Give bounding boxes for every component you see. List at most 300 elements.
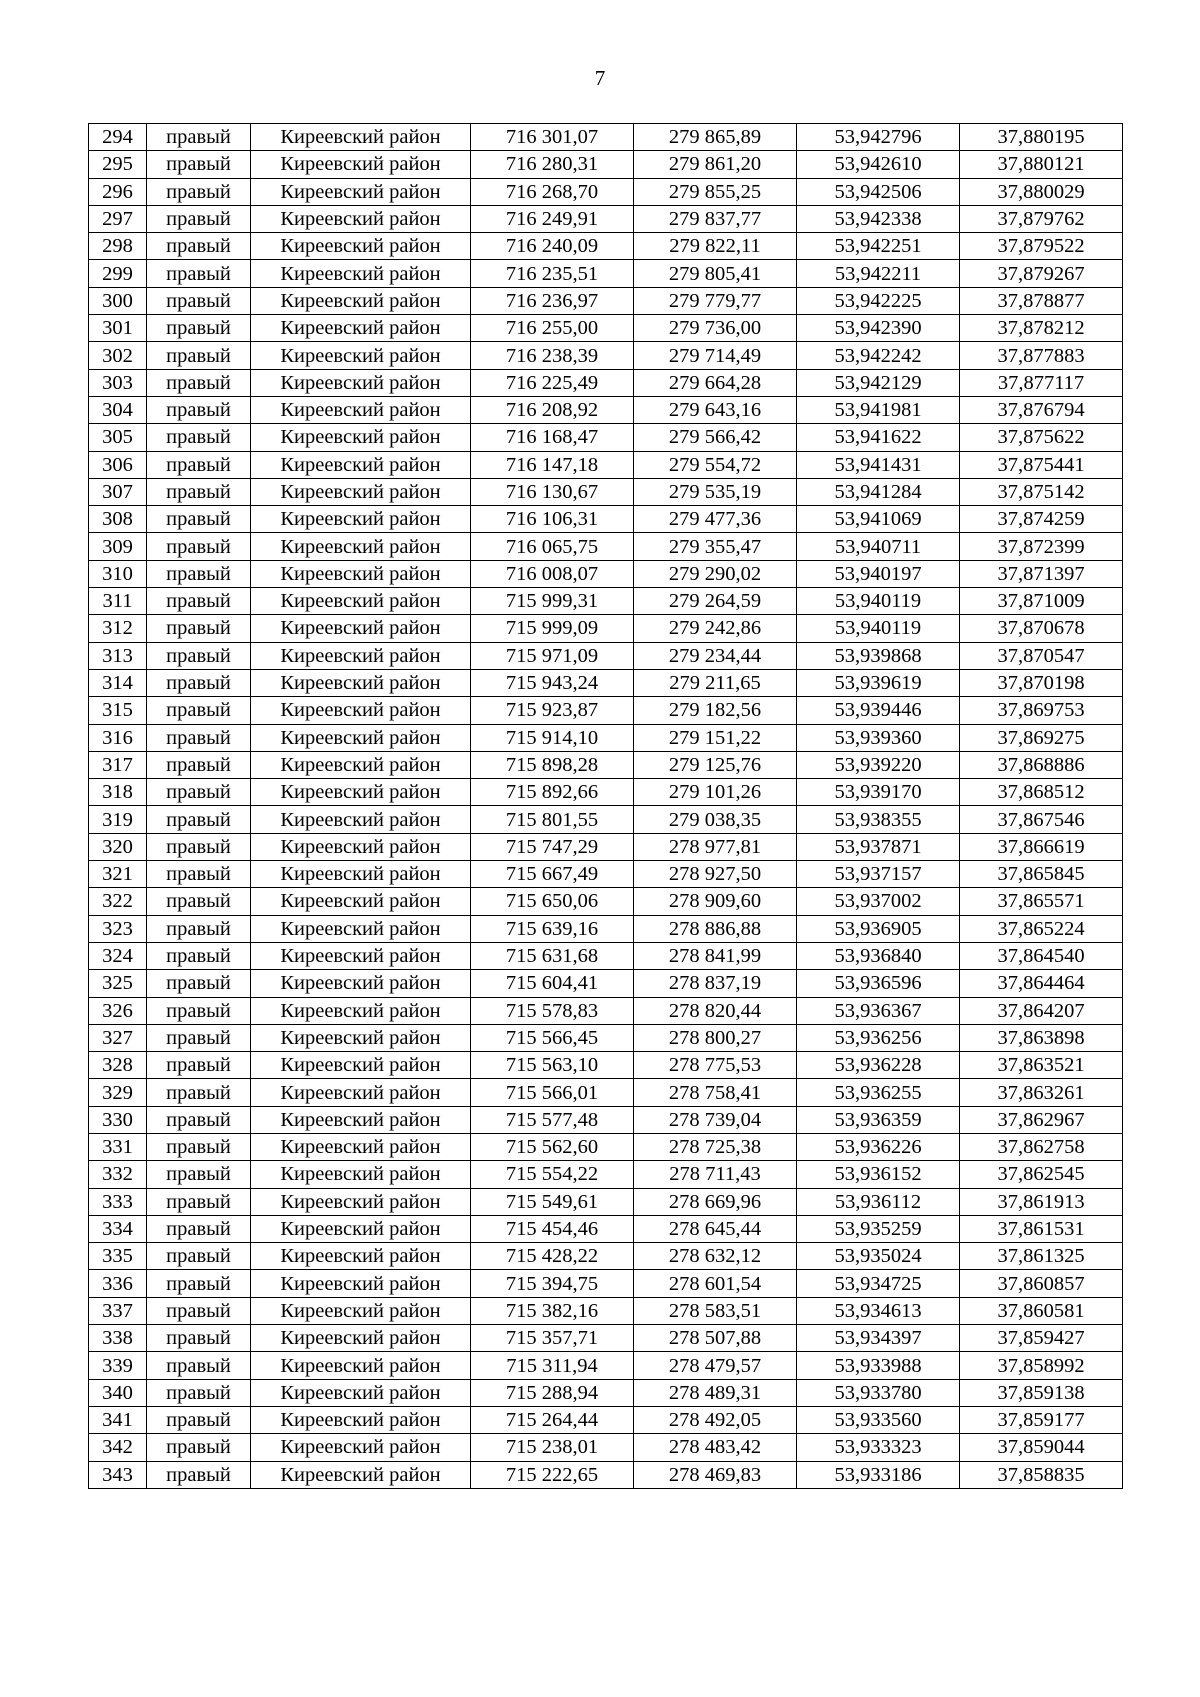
district-cell: Киреевский район xyxy=(251,1352,471,1379)
point-number-cell: 334 xyxy=(89,1215,147,1242)
table-row xyxy=(89,1297,1123,1324)
table-row xyxy=(89,861,1123,888)
district-cell: Киреевский район xyxy=(251,615,471,642)
table-row xyxy=(89,1161,1123,1188)
y-coordinate-cell: 278 909,60 xyxy=(634,888,797,915)
district-cell: Киреевский район xyxy=(251,506,471,533)
x-coordinate-cell: 715 667,49 xyxy=(471,861,634,888)
bank-side-cell: правый xyxy=(147,697,251,724)
latitude-cell: 53,942796 xyxy=(797,124,960,151)
longitude-cell: 37,876794 xyxy=(960,396,1123,423)
y-coordinate-cell: 278 758,41 xyxy=(634,1079,797,1106)
point-number-cell: 343 xyxy=(89,1461,147,1488)
longitude-cell: 37,863898 xyxy=(960,1024,1123,1051)
district-cell: Киреевский район xyxy=(251,560,471,587)
latitude-cell: 53,935259 xyxy=(797,1215,960,1242)
latitude-cell: 53,942610 xyxy=(797,151,960,178)
district-cell: Киреевский район xyxy=(251,178,471,205)
table-row xyxy=(89,233,1123,260)
y-coordinate-cell: 278 820,44 xyxy=(634,997,797,1024)
y-coordinate-cell: 279 714,49 xyxy=(634,342,797,369)
table-row xyxy=(89,287,1123,314)
table-row xyxy=(89,315,1123,342)
district-cell: Киреевский район xyxy=(251,997,471,1024)
table-row xyxy=(89,669,1123,696)
table-row xyxy=(89,205,1123,232)
bank-side-cell: правый xyxy=(147,751,251,778)
latitude-cell: 53,939446 xyxy=(797,697,960,724)
latitude-cell: 53,936359 xyxy=(797,1106,960,1133)
latitude-cell: 53,940119 xyxy=(797,615,960,642)
longitude-cell: 37,865845 xyxy=(960,861,1123,888)
x-coordinate-cell: 716 238,39 xyxy=(471,342,634,369)
table-row xyxy=(89,833,1123,860)
point-number-cell: 319 xyxy=(89,806,147,833)
district-cell: Киреевский район xyxy=(251,315,471,342)
x-coordinate-cell: 715 454,46 xyxy=(471,1215,634,1242)
bank-side-cell: правый xyxy=(147,1434,251,1461)
point-number-cell: 332 xyxy=(89,1161,147,1188)
y-coordinate-cell: 278 469,83 xyxy=(634,1461,797,1488)
longitude-cell: 37,878877 xyxy=(960,287,1123,314)
bank-side-cell: правый xyxy=(147,806,251,833)
district-cell: Киреевский район xyxy=(251,1133,471,1160)
point-number-cell: 308 xyxy=(89,506,147,533)
latitude-cell: 53,941622 xyxy=(797,424,960,451)
point-number-cell: 306 xyxy=(89,451,147,478)
x-coordinate-cell: 716 065,75 xyxy=(471,533,634,560)
district-cell: Киреевский район xyxy=(251,751,471,778)
bank-side-cell: правый xyxy=(147,151,251,178)
y-coordinate-cell: 279 234,44 xyxy=(634,642,797,669)
bank-side-cell: правый xyxy=(147,588,251,615)
y-coordinate-cell: 279 125,76 xyxy=(634,751,797,778)
y-coordinate-cell: 279 211,65 xyxy=(634,669,797,696)
latitude-cell: 53,941981 xyxy=(797,396,960,423)
longitude-cell: 37,864464 xyxy=(960,970,1123,997)
longitude-cell: 37,859138 xyxy=(960,1379,1123,1406)
point-number-cell: 304 xyxy=(89,396,147,423)
coordinates-table-body xyxy=(89,124,1123,1489)
table-row xyxy=(89,1325,1123,1352)
x-coordinate-cell: 715 639,16 xyxy=(471,915,634,942)
latitude-cell: 53,936228 xyxy=(797,1052,960,1079)
x-coordinate-cell: 716 225,49 xyxy=(471,369,634,396)
bank-side-cell: правый xyxy=(147,1079,251,1106)
table-row xyxy=(89,1024,1123,1051)
x-coordinate-cell: 716 168,47 xyxy=(471,424,634,451)
latitude-cell: 53,942338 xyxy=(797,205,960,232)
x-coordinate-cell: 716 208,92 xyxy=(471,396,634,423)
x-coordinate-cell: 715 264,44 xyxy=(471,1406,634,1433)
x-coordinate-cell: 715 631,68 xyxy=(471,942,634,969)
district-cell: Киреевский район xyxy=(251,1325,471,1352)
bank-side-cell: правый xyxy=(147,1215,251,1242)
y-coordinate-cell: 278 711,43 xyxy=(634,1161,797,1188)
bank-side-cell: правый xyxy=(147,396,251,423)
latitude-cell: 53,940119 xyxy=(797,588,960,615)
bank-side-cell: правый xyxy=(147,233,251,260)
point-number-cell: 337 xyxy=(89,1297,147,1324)
bank-side-cell: правый xyxy=(147,861,251,888)
bank-side-cell: правый xyxy=(147,506,251,533)
bank-side-cell: правый xyxy=(147,1188,251,1215)
longitude-cell: 37,859177 xyxy=(960,1406,1123,1433)
bank-side-cell: правый xyxy=(147,1133,251,1160)
table-row xyxy=(89,424,1123,451)
y-coordinate-cell: 279 643,16 xyxy=(634,396,797,423)
x-coordinate-cell: 716 268,70 xyxy=(471,178,634,205)
y-coordinate-cell: 279 865,89 xyxy=(634,124,797,151)
longitude-cell: 37,869275 xyxy=(960,724,1123,751)
longitude-cell: 37,871009 xyxy=(960,588,1123,615)
point-number-cell: 327 xyxy=(89,1024,147,1051)
table-row xyxy=(89,1052,1123,1079)
bank-side-cell: правый xyxy=(147,124,251,151)
point-number-cell: 336 xyxy=(89,1270,147,1297)
longitude-cell: 37,880029 xyxy=(960,178,1123,205)
district-cell: Киреевский район xyxy=(251,1379,471,1406)
y-coordinate-cell: 279 151,22 xyxy=(634,724,797,751)
x-coordinate-cell: 716 255,00 xyxy=(471,315,634,342)
district-cell: Киреевский район xyxy=(251,1434,471,1461)
district-cell: Киреевский район xyxy=(251,205,471,232)
bank-side-cell: правый xyxy=(147,942,251,969)
table-row xyxy=(89,1079,1123,1106)
x-coordinate-cell: 715 747,29 xyxy=(471,833,634,860)
y-coordinate-cell: 278 507,88 xyxy=(634,1325,797,1352)
y-coordinate-cell: 278 725,38 xyxy=(634,1133,797,1160)
bank-side-cell: правый xyxy=(147,888,251,915)
y-coordinate-cell: 279 855,25 xyxy=(634,178,797,205)
bank-side-cell: правый xyxy=(147,315,251,342)
x-coordinate-cell: 716 249,91 xyxy=(471,205,634,232)
y-coordinate-cell: 278 841,99 xyxy=(634,942,797,969)
district-cell: Киреевский район xyxy=(251,151,471,178)
longitude-cell: 37,868886 xyxy=(960,751,1123,778)
longitude-cell: 37,864207 xyxy=(960,997,1123,1024)
latitude-cell: 53,938355 xyxy=(797,806,960,833)
table-row xyxy=(89,724,1123,751)
bank-side-cell: правый xyxy=(147,669,251,696)
x-coordinate-cell: 715 566,45 xyxy=(471,1024,634,1051)
y-coordinate-cell: 279 822,11 xyxy=(634,233,797,260)
latitude-cell: 53,934613 xyxy=(797,1297,960,1324)
longitude-cell: 37,858992 xyxy=(960,1352,1123,1379)
point-number-cell: 320 xyxy=(89,833,147,860)
bank-side-cell: правый xyxy=(147,970,251,997)
latitude-cell: 53,936112 xyxy=(797,1188,960,1215)
district-cell: Киреевский район xyxy=(251,1243,471,1270)
district-cell: Киреевский район xyxy=(251,1215,471,1242)
point-number-cell: 321 xyxy=(89,861,147,888)
table-row xyxy=(89,888,1123,915)
bank-side-cell: правый xyxy=(147,342,251,369)
y-coordinate-cell: 278 837,19 xyxy=(634,970,797,997)
latitude-cell: 53,935024 xyxy=(797,1243,960,1270)
district-cell: Киреевский район xyxy=(251,1188,471,1215)
district-cell: Киреевский район xyxy=(251,260,471,287)
y-coordinate-cell: 278 977,81 xyxy=(634,833,797,860)
table-row xyxy=(89,1352,1123,1379)
x-coordinate-cell: 715 382,16 xyxy=(471,1297,634,1324)
latitude-cell: 53,936226 xyxy=(797,1133,960,1160)
bank-side-cell: правый xyxy=(147,1270,251,1297)
point-number-cell: 341 xyxy=(89,1406,147,1433)
district-cell: Киреевский район xyxy=(251,124,471,151)
longitude-cell: 37,865224 xyxy=(960,915,1123,942)
x-coordinate-cell: 715 892,66 xyxy=(471,779,634,806)
longitude-cell: 37,862758 xyxy=(960,1133,1123,1160)
bank-side-cell: правый xyxy=(147,205,251,232)
y-coordinate-cell: 279 182,56 xyxy=(634,697,797,724)
table-row xyxy=(89,588,1123,615)
y-coordinate-cell: 278 632,12 xyxy=(634,1243,797,1270)
y-coordinate-cell: 279 664,28 xyxy=(634,369,797,396)
point-number-cell: 324 xyxy=(89,942,147,969)
district-cell: Киреевский район xyxy=(251,1297,471,1324)
x-coordinate-cell: 715 604,41 xyxy=(471,970,634,997)
bank-side-cell: правый xyxy=(147,560,251,587)
y-coordinate-cell: 278 601,54 xyxy=(634,1270,797,1297)
table-row xyxy=(89,124,1123,151)
table-row xyxy=(89,396,1123,423)
longitude-cell: 37,869753 xyxy=(960,697,1123,724)
y-coordinate-cell: 278 583,51 xyxy=(634,1297,797,1324)
longitude-cell: 37,870198 xyxy=(960,669,1123,696)
y-coordinate-cell: 278 479,57 xyxy=(634,1352,797,1379)
y-coordinate-cell: 279 535,19 xyxy=(634,478,797,505)
table-row xyxy=(89,478,1123,505)
longitude-cell: 37,861913 xyxy=(960,1188,1123,1215)
district-cell: Киреевский район xyxy=(251,697,471,724)
latitude-cell: 53,939170 xyxy=(797,779,960,806)
y-coordinate-cell: 278 800,27 xyxy=(634,1024,797,1051)
point-number-cell: 338 xyxy=(89,1325,147,1352)
latitude-cell: 53,942211 xyxy=(797,260,960,287)
x-coordinate-cell: 715 578,83 xyxy=(471,997,634,1024)
latitude-cell: 53,936255 xyxy=(797,1079,960,1106)
bank-side-cell: правый xyxy=(147,779,251,806)
bank-side-cell: правый xyxy=(147,1243,251,1270)
longitude-cell: 37,875142 xyxy=(960,478,1123,505)
x-coordinate-cell: 716 130,67 xyxy=(471,478,634,505)
y-coordinate-cell: 278 483,42 xyxy=(634,1434,797,1461)
y-coordinate-cell: 278 669,96 xyxy=(634,1188,797,1215)
x-coordinate-cell: 716 236,97 xyxy=(471,287,634,314)
bank-side-cell: правый xyxy=(147,478,251,505)
x-coordinate-cell: 715 650,06 xyxy=(471,888,634,915)
latitude-cell: 53,936152 xyxy=(797,1161,960,1188)
y-coordinate-cell: 279 242,86 xyxy=(634,615,797,642)
latitude-cell: 53,942390 xyxy=(797,315,960,342)
longitude-cell: 37,861531 xyxy=(960,1215,1123,1242)
table-row xyxy=(89,1379,1123,1406)
x-coordinate-cell: 716 008,07 xyxy=(471,560,634,587)
y-coordinate-cell: 279 861,20 xyxy=(634,151,797,178)
latitude-cell: 53,942242 xyxy=(797,342,960,369)
point-number-cell: 307 xyxy=(89,478,147,505)
longitude-cell: 37,866619 xyxy=(960,833,1123,860)
table-row xyxy=(89,1406,1123,1433)
longitude-cell: 37,879762 xyxy=(960,205,1123,232)
latitude-cell: 53,941069 xyxy=(797,506,960,533)
bank-side-cell: правый xyxy=(147,178,251,205)
table-row xyxy=(89,806,1123,833)
bank-side-cell: правый xyxy=(147,642,251,669)
latitude-cell: 53,934397 xyxy=(797,1325,960,1352)
table-row xyxy=(89,1270,1123,1297)
table-row xyxy=(89,260,1123,287)
latitude-cell: 53,937871 xyxy=(797,833,960,860)
table-row xyxy=(89,342,1123,369)
bank-side-cell: правый xyxy=(147,1297,251,1324)
y-coordinate-cell: 278 489,31 xyxy=(634,1379,797,1406)
bank-side-cell: правый xyxy=(147,615,251,642)
point-number-cell: 303 xyxy=(89,369,147,396)
point-number-cell: 295 xyxy=(89,151,147,178)
point-number-cell: 298 xyxy=(89,233,147,260)
longitude-cell: 37,867546 xyxy=(960,806,1123,833)
district-cell: Киреевский район xyxy=(251,915,471,942)
bank-side-cell: правый xyxy=(147,451,251,478)
longitude-cell: 37,861325 xyxy=(960,1243,1123,1270)
table-row xyxy=(89,642,1123,669)
x-coordinate-cell: 715 563,10 xyxy=(471,1052,634,1079)
latitude-cell: 53,939360 xyxy=(797,724,960,751)
x-coordinate-cell: 715 923,87 xyxy=(471,697,634,724)
district-cell: Киреевский район xyxy=(251,396,471,423)
x-coordinate-cell: 715 549,61 xyxy=(471,1188,634,1215)
latitude-cell: 53,936256 xyxy=(797,1024,960,1051)
latitude-cell: 53,933988 xyxy=(797,1352,960,1379)
x-coordinate-cell: 715 566,01 xyxy=(471,1079,634,1106)
point-number-cell: 313 xyxy=(89,642,147,669)
bank-side-cell: правый xyxy=(147,260,251,287)
longitude-cell: 37,864540 xyxy=(960,942,1123,969)
longitude-cell: 37,865571 xyxy=(960,888,1123,915)
point-number-cell: 314 xyxy=(89,669,147,696)
y-coordinate-cell: 278 492,05 xyxy=(634,1406,797,1433)
y-coordinate-cell: 279 805,41 xyxy=(634,260,797,287)
latitude-cell: 53,936596 xyxy=(797,970,960,997)
latitude-cell: 53,941431 xyxy=(797,451,960,478)
bank-side-cell: правый xyxy=(147,1461,251,1488)
y-coordinate-cell: 279 038,35 xyxy=(634,806,797,833)
latitude-cell: 53,942129 xyxy=(797,369,960,396)
y-coordinate-cell: 279 264,59 xyxy=(634,588,797,615)
table-row xyxy=(89,369,1123,396)
point-number-cell: 328 xyxy=(89,1052,147,1079)
latitude-cell: 53,933780 xyxy=(797,1379,960,1406)
latitude-cell: 53,942506 xyxy=(797,178,960,205)
table-row xyxy=(89,533,1123,560)
bank-side-cell: правый xyxy=(147,1406,251,1433)
latitude-cell: 53,936840 xyxy=(797,942,960,969)
page-number: 7 xyxy=(594,66,606,90)
y-coordinate-cell: 278 886,88 xyxy=(634,915,797,942)
district-cell: Киреевский район xyxy=(251,342,471,369)
point-number-cell: 325 xyxy=(89,970,147,997)
longitude-cell: 37,875441 xyxy=(960,451,1123,478)
point-number-cell: 299 xyxy=(89,260,147,287)
latitude-cell: 53,933560 xyxy=(797,1406,960,1433)
district-cell: Киреевский район xyxy=(251,669,471,696)
point-number-cell: 300 xyxy=(89,287,147,314)
longitude-cell: 37,859044 xyxy=(960,1434,1123,1461)
table-row xyxy=(89,997,1123,1024)
bank-side-cell: правый xyxy=(147,287,251,314)
point-number-cell: 329 xyxy=(89,1079,147,1106)
longitude-cell: 37,877117 xyxy=(960,369,1123,396)
latitude-cell: 53,940711 xyxy=(797,533,960,560)
longitude-cell: 37,862967 xyxy=(960,1106,1123,1133)
x-coordinate-cell: 715 898,28 xyxy=(471,751,634,778)
longitude-cell: 37,860857 xyxy=(960,1270,1123,1297)
x-coordinate-cell: 716 280,31 xyxy=(471,151,634,178)
latitude-cell: 53,936367 xyxy=(797,997,960,1024)
district-cell: Киреевский район xyxy=(251,233,471,260)
longitude-cell: 37,880121 xyxy=(960,151,1123,178)
latitude-cell: 53,939220 xyxy=(797,751,960,778)
district-cell: Киреевский район xyxy=(251,724,471,751)
point-number-cell: 310 xyxy=(89,560,147,587)
point-number-cell: 297 xyxy=(89,205,147,232)
bank-side-cell: правый xyxy=(147,997,251,1024)
table-row xyxy=(89,751,1123,778)
x-coordinate-cell: 715 943,24 xyxy=(471,669,634,696)
x-coordinate-cell: 716 301,07 xyxy=(471,124,634,151)
district-cell: Киреевский район xyxy=(251,1024,471,1051)
district-cell: Киреевский район xyxy=(251,779,471,806)
y-coordinate-cell: 279 566,42 xyxy=(634,424,797,451)
point-number-cell: 335 xyxy=(89,1243,147,1270)
y-coordinate-cell: 279 290,02 xyxy=(634,560,797,587)
district-cell: Киреевский район xyxy=(251,642,471,669)
x-coordinate-cell: 716 240,09 xyxy=(471,233,634,260)
x-coordinate-cell: 715 357,71 xyxy=(471,1325,634,1352)
point-number-cell: 323 xyxy=(89,915,147,942)
longitude-cell: 37,875622 xyxy=(960,424,1123,451)
point-number-cell: 333 xyxy=(89,1188,147,1215)
x-coordinate-cell: 715 562,60 xyxy=(471,1133,634,1160)
bank-side-cell: правый xyxy=(147,1352,251,1379)
district-cell: Киреевский район xyxy=(251,588,471,615)
coordinates-table xyxy=(88,123,1123,1489)
point-number-cell: 340 xyxy=(89,1379,147,1406)
bank-side-cell: правый xyxy=(147,1379,251,1406)
table-row xyxy=(89,1434,1123,1461)
latitude-cell: 53,934725 xyxy=(797,1270,960,1297)
x-coordinate-cell: 715 999,09 xyxy=(471,615,634,642)
point-number-cell: 339 xyxy=(89,1352,147,1379)
district-cell: Киреевский район xyxy=(251,451,471,478)
table-row xyxy=(89,178,1123,205)
y-coordinate-cell: 279 837,77 xyxy=(634,205,797,232)
latitude-cell: 53,937157 xyxy=(797,861,960,888)
district-cell: Киреевский район xyxy=(251,888,471,915)
table-row xyxy=(89,915,1123,942)
table-row xyxy=(89,1243,1123,1270)
district-cell: Киреевский район xyxy=(251,1079,471,1106)
y-coordinate-cell: 279 736,00 xyxy=(634,315,797,342)
point-number-cell: 302 xyxy=(89,342,147,369)
y-coordinate-cell: 278 927,50 xyxy=(634,861,797,888)
district-cell: Киреевский район xyxy=(251,1270,471,1297)
longitude-cell: 37,874259 xyxy=(960,506,1123,533)
district-cell: Киреевский район xyxy=(251,369,471,396)
y-coordinate-cell: 279 355,47 xyxy=(634,533,797,560)
